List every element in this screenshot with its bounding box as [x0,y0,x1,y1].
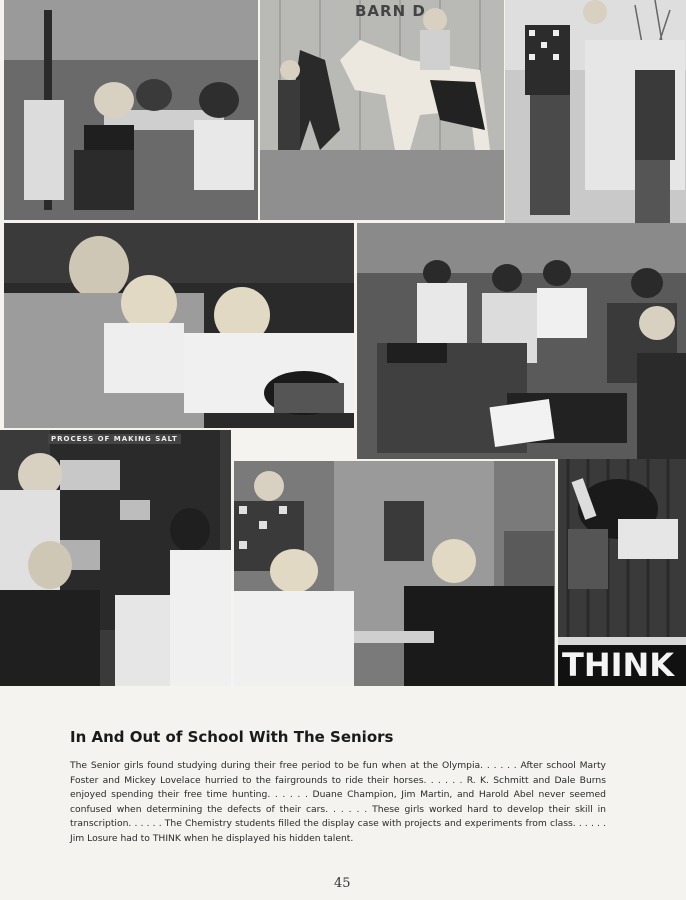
photo-hunting [505,0,686,256]
photo-think-stage [558,459,686,686]
salt-sign: PROCESS OF MAKING SALT [48,434,181,444]
photo-salt-display [0,430,231,686]
barn-sign: BARN D [355,2,426,20]
photo-caption: The Senior girls found studying during their free period to be fun when at the Olympia. . . . . . After school Marty Foster and Mickey Lovelace hurried to the fairgrounds to ride their horses. . . . . . R. K. Schmitt and Dale Burns enjoyed spending their free time hunting. . . . . . Duane Champion, Jim Martin, and Harold Abel never seemed confused when determining the defects of their cars. . . . . . These girls worked hard to develop their skill in transcription. . . . . . The Chemistry students filled the display case with projects and experiments from class. . . . . . Jim Losure had to THINK when he displayed his hidden talent. [70,760,606,844]
think-sign: THINK [562,646,675,684]
page-headline: In And Out of School With The Seniors [70,728,394,746]
photo-olympia-girls-studying [4,0,258,220]
photo-transcription-class [357,223,686,459]
page-number: 45 [334,876,351,891]
photo-chemistry-students [234,461,555,686]
photo-car-defects [4,223,354,428]
photo-fairgrounds-horses [260,0,504,220]
